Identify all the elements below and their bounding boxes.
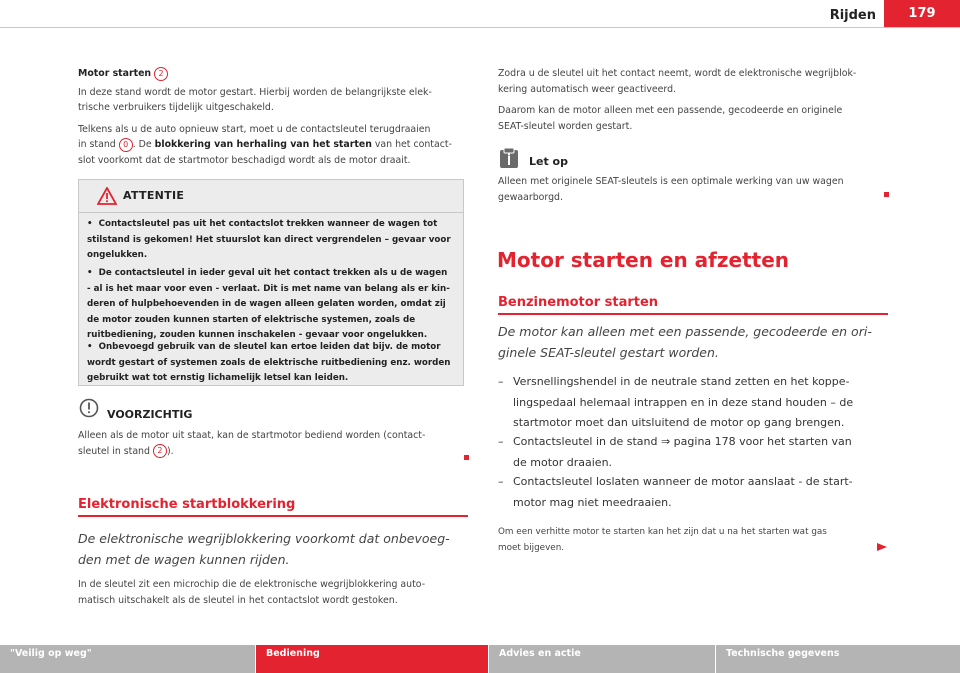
startblokkering-text: In de sleutel zit een microchip die de elektronische wegrijblokkering auto- matisch uitschakelt als de sleutel in het contactslot wordt gestoken. [78, 579, 426, 606]
motor-starten-section [78, 66, 468, 168]
motor-starten-p2: Telkens als u de auto opnieuw start, moet u de contactsleutel terugdraaien in stand 0 . De blokkering van herhaling van het starten van het contact- slot voorkomt dat de startmotor beschadigd wordt als de motor draait. [78, 123, 452, 166]
position-2-ref: 2 [154, 67, 168, 81]
benzine-intro: De motor kan alleen met een passende, gecodeerde en ori- ginele SEAT-sleutel gestart worden. [498, 324, 872, 360]
attentie-item-2: • De contactsleutel in ieder geval uit het contact trekken als u de wagen - al is het maar voor even - verlaat. Dit is met name van belang als er kin- deren of hulpbehoevenden in de wagen alleen gelaten worden, omdat zij de motor zouden kunnen starten of elektrische systemen, zoals de ruitbediening, zouden kunnen inschakelen - gevaar voor ongelukken. [87, 268, 450, 340]
benzine-underline [498, 313, 888, 315]
footer-nav [0, 645, 960, 673]
attentie-box [78, 179, 464, 386]
startblokkering-heading: Elektronische startblokkering [78, 497, 296, 512]
letop-text: Alleen met originele SEAT-sleutels is een optimale werking van uw wagen gewaarborgd. [498, 176, 844, 203]
end-marker-right [884, 192, 889, 197]
warning-triangle-icon [97, 187, 117, 205]
section-heading: Motor starten en afzetten [497, 248, 790, 272]
startblokkering-intro: De elektronische wegrijblokkering voorkomt dat onbevoeg- den met de wagen kunnen rijden. [78, 531, 450, 567]
step-2: – Contactsleutel in de stand ⇒ pagina 178 voor het starten van de motor draaien. [498, 435, 852, 469]
attentie-item-3: • Onbevoegd gebruik van de sleutel kan ertoe leiden dat bijv. de motor wordt gestart of systemen zoals de elektrische ruitbediening enz. worden gebruikt wat tot ernstig lichamelijk letsel kan leiden. [87, 342, 451, 383]
footer-tab-advies[interactable]: Advies en actie [489, 645, 715, 673]
letop-title: Let op [529, 155, 568, 168]
note-icon [499, 147, 519, 169]
caution-icon [79, 398, 99, 418]
right-intro-text: Zodra u de sleutel uit het contact neemt, wordt de elektronische wegrijblok- kering automatisch weer geactiveerd. Daarom kan de motor alleen met een passende, gecodeerde en originele SEAT-sleutel worden gestart. [498, 68, 857, 132]
step-1: – Versnellingshendel in de neutrale stand zetten en het koppe- lingspedaal helemaal intrappen en in deze stand houden – de startmotor moet dan uitsluitend de motor op gang brengen. [498, 375, 854, 429]
footer-tab-veilig[interactable]: "Veilig op weg" [0, 645, 255, 673]
attentie-item-1: • Contactsleutel pas uit het contactslot trekken wanneer de wagen tot stilstand is gekomen! Het stuurslot kan direct vergrendelen – gevaar voor ongelukken. [87, 219, 451, 260]
voorzichtig-text: Alleen als de motor uit staat, kan de startmotor bediend worden (contact- sleutel in stand 2 ). [78, 430, 426, 457]
benzine-note: Om een verhitte motor te starten kan het zijn dat u na het starten wat gas moet bijgeven. [498, 527, 827, 553]
startblokkering-underline [78, 515, 468, 517]
footer-tab-bediening[interactable]: Bediening [256, 645, 488, 673]
footer-tab-technische-gegevens[interactable]: Technische gegevens [716, 645, 960, 673]
position-0-ref: 0 [119, 138, 133, 152]
step-3: – Contactsleutel loslaten wanneer de motor aanslaat - de start- motor mag niet meedraaien. [498, 475, 853, 509]
page-number: 179 [884, 0, 960, 27]
continue-arrow-icon[interactable] [876, 542, 888, 552]
attentie-header [79, 180, 463, 213]
attentie-title: ATTENTIE [123, 189, 185, 202]
motor-starten-p1: In deze stand wordt de motor gestart. Hierbij worden de belangrijkste elek- trische verbruikers tijdelijk uitgeschakeld. [78, 86, 432, 113]
benzine-heading: Benzinemotor starten [498, 295, 659, 310]
header-divider [0, 27, 960, 28]
section-title: Rijden [829, 8, 876, 23]
voorzichtig-title: VOORZICHTIG [107, 408, 193, 421]
end-marker [464, 455, 469, 460]
motor-starten-heading: Motor starten [78, 68, 152, 79]
